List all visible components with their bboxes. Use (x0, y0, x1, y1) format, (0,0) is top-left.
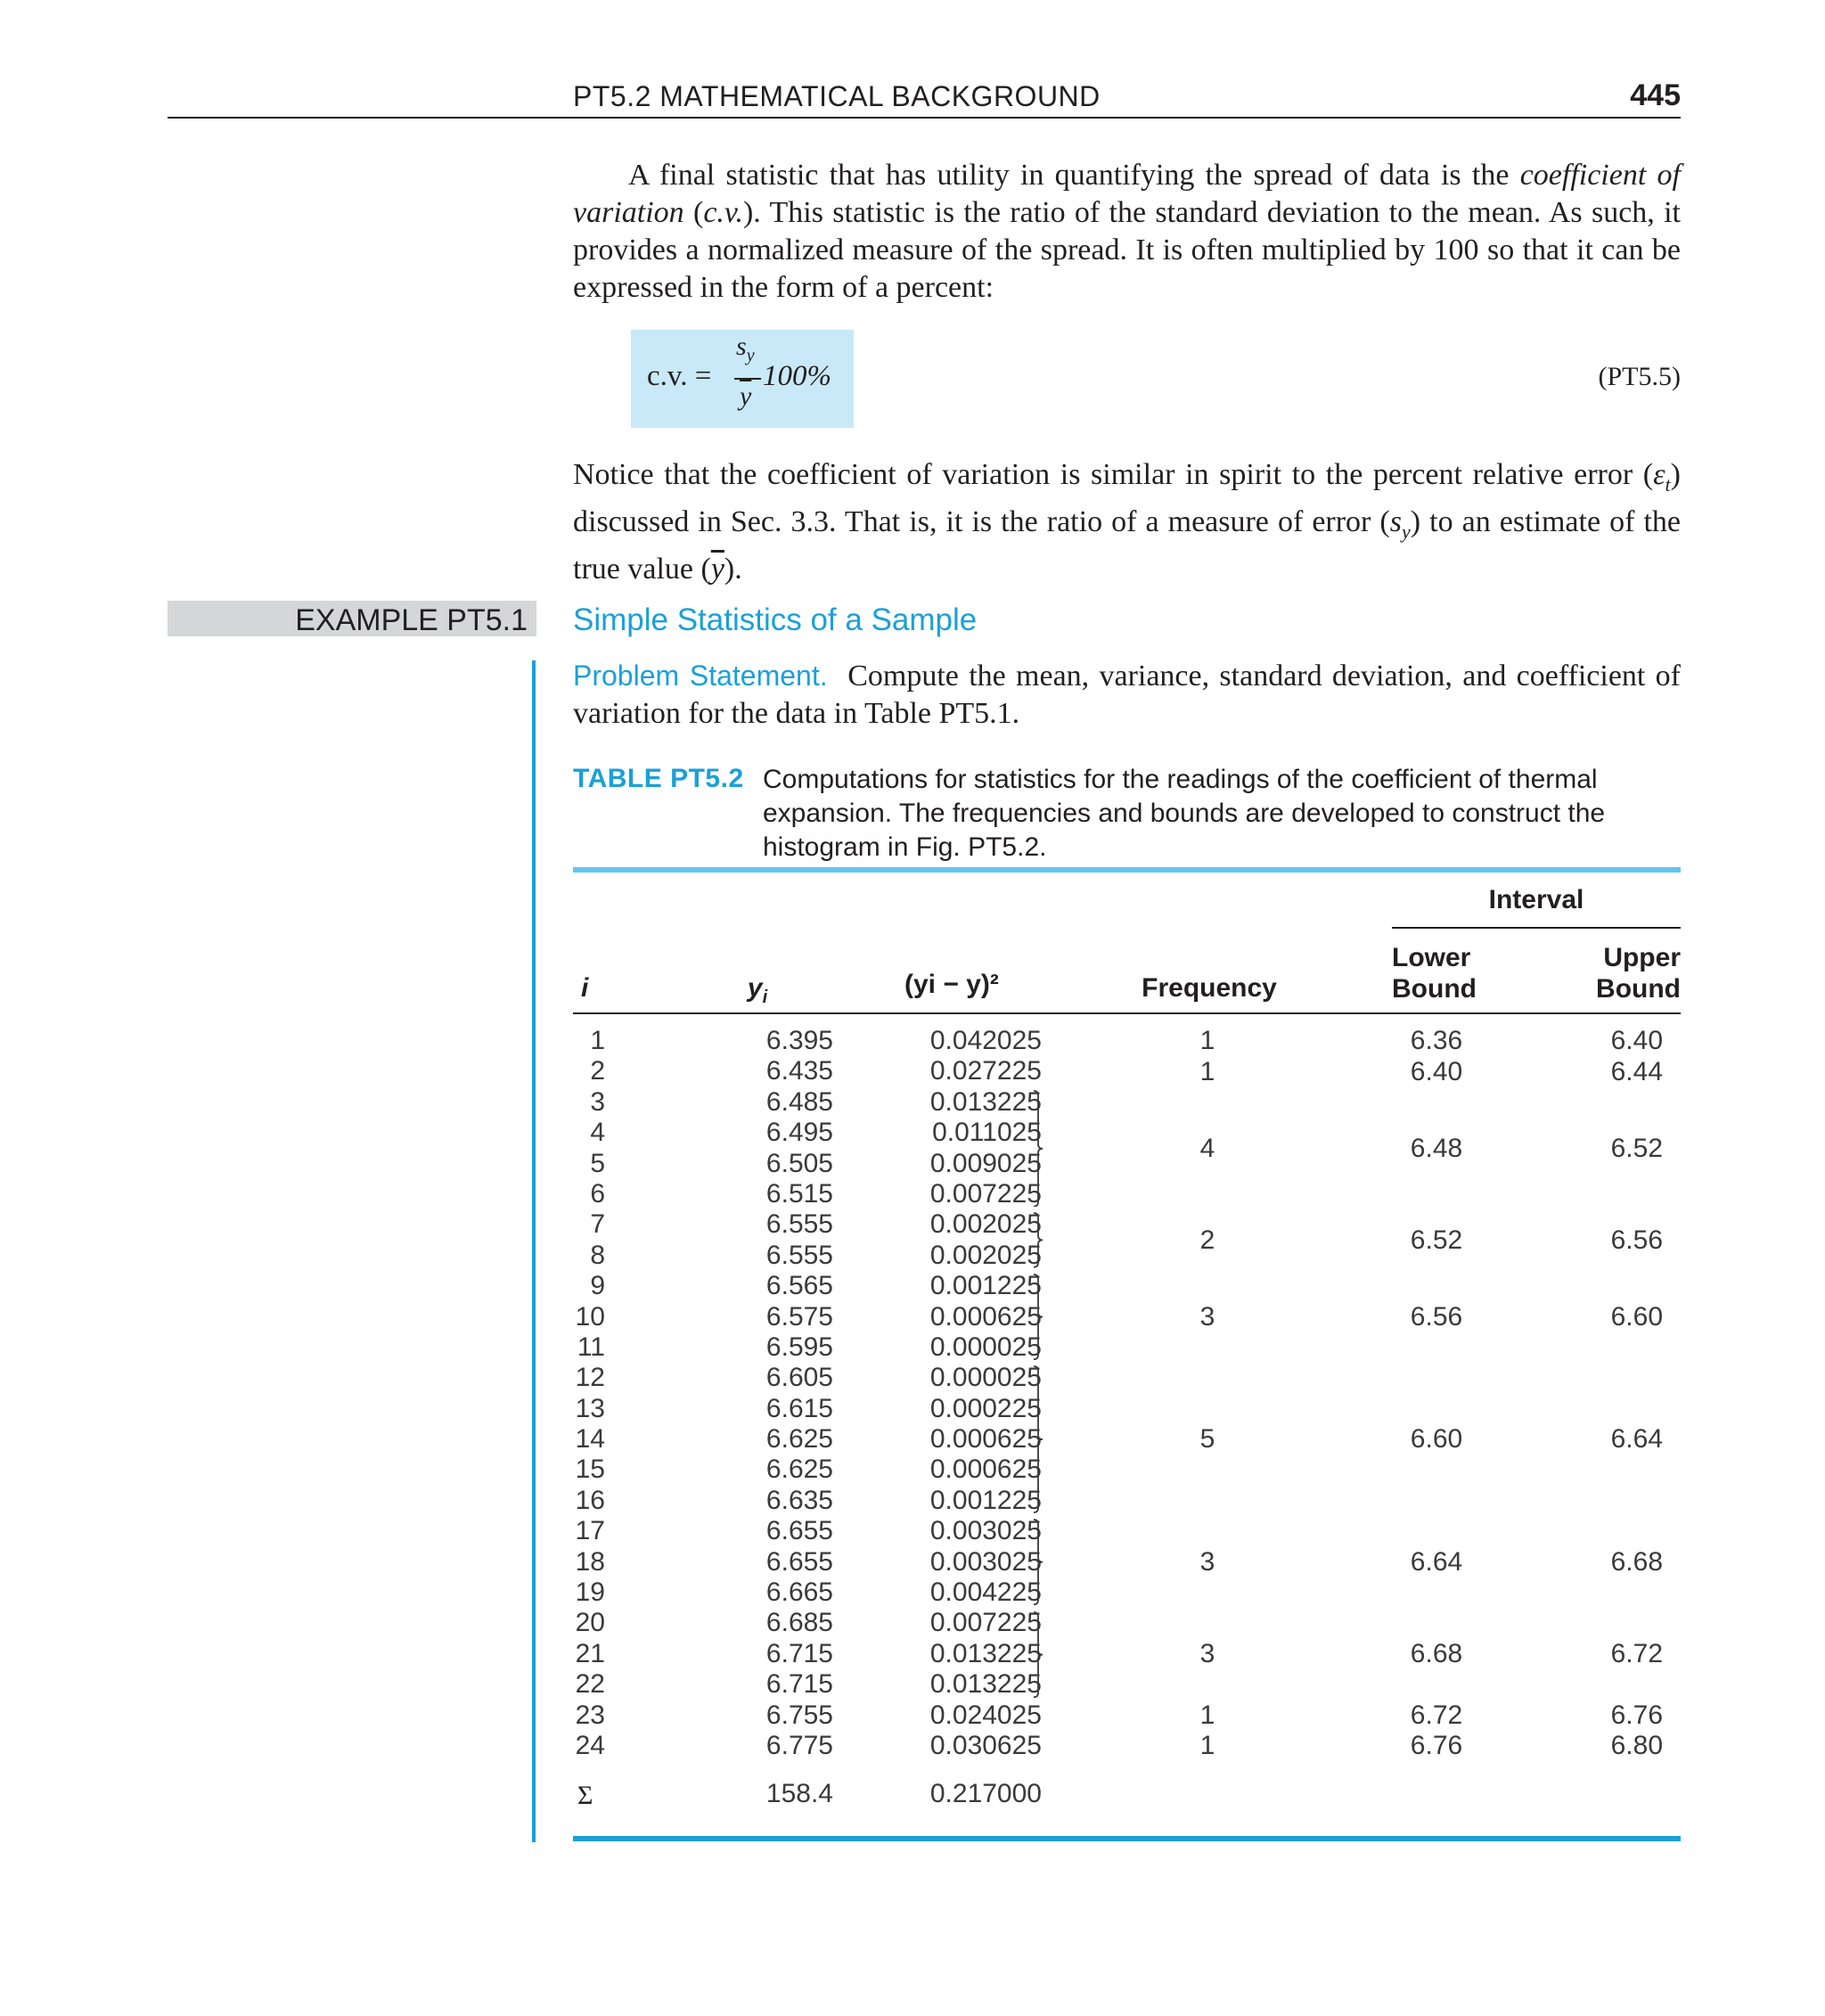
header-deviation: (yi − y)² (904, 970, 999, 999)
notice-paragraph (573, 456, 1681, 588)
row-index: 1 (590, 1026, 605, 1055)
group-brace (1032, 1090, 1050, 1208)
row-y-value: 6.635 (765, 1485, 833, 1515)
group-brace (1032, 1519, 1050, 1605)
row-deviation: 0.011025 (932, 1118, 1042, 1148)
row-y-value: 6.565 (765, 1271, 833, 1301)
group-brace (1032, 1611, 1050, 1698)
group-upper-bound: 6.68 (1610, 1547, 1663, 1577)
notice-epsilon: $\varepsilon_t$ (1653, 458, 1671, 496)
group-lower-bound: 6.64 (1410, 1547, 1463, 1577)
intro-term-cv: coefficient of variation (573, 159, 1681, 229)
table-row (573, 1302, 1681, 1332)
equation-label: (PT5.5) (1598, 362, 1681, 391)
equation-fraction-bar (734, 378, 761, 380)
row-y-value: 6.495 (765, 1118, 833, 1148)
group-brace-path (1034, 1612, 1043, 1697)
row-y-value: 6.555 (765, 1209, 833, 1240)
table-bottom-rule (573, 1836, 1681, 1841)
problem-statement (573, 657, 1681, 733)
table-row (573, 1455, 1681, 1485)
row-deviation: 0.000225 (929, 1393, 1042, 1423)
group-brace-path (1034, 1366, 1043, 1512)
row-y-value: 6.655 (765, 1516, 833, 1546)
interval-rule (1392, 927, 1681, 929)
group-lower-bound: 6.72 (1410, 1700, 1463, 1730)
notice-ybar: $\overline{y}$ (710, 552, 724, 586)
row-index: 8 (590, 1240, 605, 1270)
row-deviation: 0.001225 (929, 1485, 1042, 1515)
group-lower-bound: 6.52 (1410, 1225, 1463, 1255)
header-interval: Interval (1488, 885, 1584, 914)
example-side-bar (532, 660, 536, 1842)
table-row (573, 1118, 1681, 1148)
table-row (573, 1209, 1681, 1240)
row-deviation: 0.013225 (929, 1086, 1042, 1117)
row-deviation: 0.000625 (929, 1455, 1042, 1485)
example-label: EXAMPLE PT5.1 (295, 603, 528, 637)
row-deviation: 0.001225 (929, 1271, 1042, 1301)
table-row (573, 1486, 1681, 1516)
row-deviation: 0.024025 (929, 1700, 1042, 1730)
row-y-value: 6.505 (765, 1148, 833, 1178)
table-label: TABLE PT5.2 (573, 764, 744, 793)
group-frequency: 4 (1199, 1133, 1215, 1163)
equation-denominator: $\overline{y}$ (740, 381, 752, 411)
row-y-value: 6.625 (765, 1455, 833, 1485)
group-upper-bound: 6.80 (1610, 1731, 1663, 1761)
header-upper-line1: Upper (1603, 943, 1681, 972)
row-index: 23 (575, 1700, 605, 1730)
table-row (573, 1332, 1681, 1363)
row-deviation: 0.004225 (929, 1578, 1042, 1608)
row-index: 11 (577, 1332, 605, 1362)
header-upper-line2: Bound (1596, 974, 1681, 1004)
row-y-value: 6.395 (765, 1026, 833, 1055)
table-row (573, 1394, 1681, 1424)
row-index: 18 (575, 1546, 605, 1577)
row-index: 17 (575, 1516, 605, 1546)
group-brace-path (1034, 1274, 1043, 1359)
header-frequency: Frequency (1142, 973, 1277, 1003)
notice-text-a: Notice that the coefficient of variation is similar in spirit to the percent relative error ( (573, 458, 1654, 491)
row-index: 19 (575, 1578, 605, 1608)
intro-text-b: ( (683, 196, 704, 229)
group-frequency: 1 (1199, 1731, 1215, 1761)
header-upper-bound (1515, 942, 1681, 1004)
table-row (573, 1087, 1681, 1118)
group-frequency: 1 (1199, 1056, 1215, 1086)
row-index: 13 (575, 1393, 605, 1423)
row-deviation: 0.000025 (929, 1363, 1042, 1393)
row-index: 14 (575, 1424, 605, 1455)
group-lower-bound: 6.56 (1410, 1301, 1463, 1332)
group-frequency: 3 (1199, 1639, 1215, 1669)
row-y-value: 6.755 (765, 1700, 833, 1730)
group-brace-path (1034, 1091, 1043, 1207)
example-title: Simple Statistics of a Sample (573, 602, 978, 637)
group-frequency: 2 (1199, 1225, 1215, 1255)
group-frequency: 1 (1199, 1700, 1215, 1730)
row-y-value: 6.655 (765, 1546, 833, 1577)
table-row (573, 1424, 1681, 1455)
group-upper-bound: 6.44 (1610, 1056, 1663, 1086)
row-index: 3 (590, 1086, 605, 1117)
table-row (573, 1241, 1681, 1271)
row-y-value: 6.515 (765, 1178, 833, 1209)
row-deviation: 0.003025 (929, 1546, 1042, 1577)
group-lower-bound: 6.40 (1410, 1056, 1463, 1086)
problem-text: Compute the mean, variance, standard deviation, and coefficient of variation for the data in Table PT5.1. (573, 660, 1682, 730)
group-lower-bound: 6.36 (1410, 1026, 1463, 1056)
group-lower-bound: 6.76 (1410, 1731, 1463, 1761)
row-index: 20 (575, 1608, 605, 1638)
table-row (573, 1026, 1681, 1056)
equation-factor: 100% (763, 360, 831, 392)
row-y-value: 6.615 (765, 1393, 833, 1423)
table-row (573, 1669, 1681, 1700)
table-body (573, 1026, 1681, 1761)
row-y-value: 6.775 (765, 1730, 833, 1760)
sum-symbol: Σ (577, 1781, 593, 1810)
intro-paragraph (573, 157, 1681, 307)
header-lower-line2: Bound (1392, 974, 1477, 1004)
row-y-value: 6.605 (765, 1363, 833, 1393)
table-row (573, 1179, 1681, 1209)
row-deviation: 0.027225 (929, 1056, 1042, 1086)
notice-text-d: ). (724, 552, 742, 586)
notice-text-c: ) to an estimate of the true value ( (573, 504, 1681, 586)
row-y-value: 6.435 (765, 1056, 833, 1086)
table-row (573, 1578, 1681, 1608)
row-index: 12 (575, 1363, 605, 1393)
header-y: $y_i$ (747, 973, 768, 1007)
table-row (573, 1547, 1681, 1578)
group-brace (1032, 1212, 1050, 1268)
row-deviation: 0.003025 (929, 1516, 1042, 1546)
row-deviation: 0.013225 (929, 1638, 1042, 1668)
row-index: 10 (575, 1301, 605, 1332)
row-index: 4 (590, 1118, 605, 1148)
header-lower-line1: Lower (1392, 943, 1471, 972)
running-head: PT5.2 MATHEMATICAL BACKGROUND (573, 80, 1101, 112)
row-index: 9 (590, 1271, 605, 1301)
group-brace (1032, 1365, 1050, 1513)
group-lower-bound: 6.68 (1410, 1639, 1463, 1669)
table-row (573, 1516, 1681, 1546)
group-brace-path (1034, 1520, 1043, 1604)
row-index: 7 (590, 1209, 605, 1240)
group-upper-bound: 6.72 (1610, 1639, 1663, 1669)
table-row (573, 1363, 1681, 1393)
row-y-value: 6.625 (765, 1424, 833, 1455)
notice-sy: $s_y$ (1389, 504, 1411, 543)
row-y-value: 6.715 (765, 1669, 833, 1700)
equation-numerator: $s_y$ (736, 332, 755, 365)
row-deviation: 0.009025 (929, 1148, 1042, 1178)
row-index: 22 (575, 1669, 605, 1700)
header-rule (168, 117, 1681, 119)
header-lower-bound (1392, 942, 1477, 1004)
intro-abbrev-cv: c.v. (703, 196, 743, 229)
row-deviation: 0.042025 (929, 1026, 1042, 1055)
row-deviation: 0.000025 (929, 1332, 1042, 1362)
row-deviation: 0.007225 (929, 1608, 1042, 1638)
table-row (573, 1271, 1681, 1301)
group-brace (1032, 1274, 1050, 1360)
row-index: 24 (575, 1730, 605, 1760)
table-row (573, 1731, 1681, 1761)
table-row (573, 1608, 1681, 1638)
row-deviation: 0.002025 (929, 1240, 1042, 1270)
row-y-value: 6.575 (765, 1301, 833, 1332)
row-deviation: 0.030625 (929, 1730, 1042, 1760)
intro-text-a: A final statistic that has utility in quantifying the spread of data is the (628, 159, 1520, 192)
sum-y: 158.4 (765, 1779, 833, 1808)
row-y-value: 6.715 (765, 1638, 833, 1668)
row-deviation: 0.013225 (929, 1669, 1042, 1700)
group-upper-bound: 6.56 (1610, 1225, 1663, 1255)
row-deviation: 0.000625 (929, 1424, 1042, 1455)
row-deviation: 0.002025 (929, 1209, 1042, 1240)
row-deviation: 0.007225 (929, 1178, 1042, 1209)
intro-text-c: ). This statistic is the ratio of the standard deviation to the mean. As such, it provides a normalized measure of the spread. It is often multiplied by 100 so that it can be expressed in the form of a percent: (573, 196, 1681, 304)
equation-lhs: c.v. = (647, 360, 712, 392)
row-index: 16 (575, 1485, 605, 1515)
table-top-rule (573, 867, 1681, 873)
row-index: 21 (575, 1638, 605, 1668)
notice-text-b: ) discussed in Sec. 3.3. That is, it is the ratio of a measure of error ( (573, 458, 1681, 538)
group-upper-bound: 6.64 (1610, 1424, 1663, 1455)
row-y-value: 6.555 (765, 1240, 833, 1270)
group-upper-bound: 6.52 (1610, 1133, 1663, 1163)
sum-deviation: 0.217000 (929, 1779, 1042, 1808)
row-y-value: 6.485 (765, 1086, 833, 1117)
row-y-value: 6.595 (765, 1332, 833, 1362)
group-frequency: 3 (1199, 1547, 1215, 1577)
group-lower-bound: 6.48 (1410, 1133, 1463, 1163)
header-i: i (581, 973, 589, 1003)
group-upper-bound: 6.76 (1610, 1700, 1663, 1730)
row-index: 6 (590, 1178, 605, 1209)
page-number: 445 (1630, 78, 1681, 112)
row-index: 5 (590, 1148, 605, 1178)
row-y-value: 6.665 (765, 1578, 833, 1608)
group-frequency: 5 (1199, 1424, 1215, 1455)
group-upper-bound: 6.60 (1610, 1301, 1663, 1332)
table-row (573, 1700, 1681, 1731)
group-lower-bound: 6.60 (1410, 1424, 1463, 1455)
table-header-rule (573, 1012, 1681, 1014)
problem-heading: Problem Statement. (573, 660, 828, 692)
group-brace-path (1034, 1213, 1043, 1267)
row-index: 2 (590, 1056, 605, 1086)
table-row (573, 1639, 1681, 1669)
row-deviation: 0.000625 (929, 1301, 1042, 1332)
group-frequency: 1 (1199, 1026, 1215, 1056)
group-frequency: 3 (1199, 1301, 1215, 1332)
table-caption: Computations for statistics for the readings of the coefficient of thermal expansion. The frequencies and bounds are developed to construct the histogram in Fig. PT5.2. (763, 765, 1606, 862)
table-row (573, 1149, 1681, 1179)
row-y-value: 6.685 (765, 1608, 833, 1638)
row-index: 15 (575, 1455, 605, 1485)
table-row (573, 1056, 1681, 1086)
group-upper-bound: 6.40 (1610, 1026, 1663, 1056)
